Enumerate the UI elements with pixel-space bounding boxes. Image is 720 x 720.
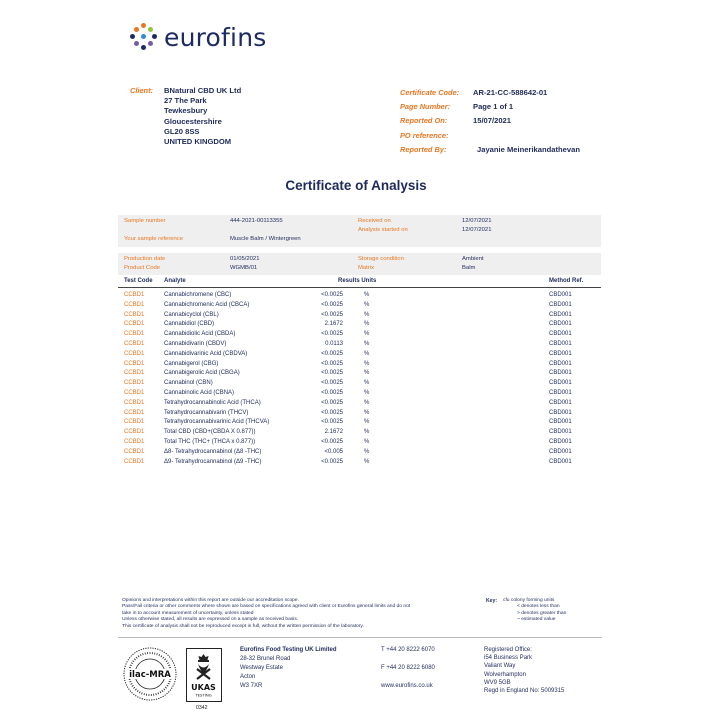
- company-address-line: W3 7XR: [240, 683, 263, 689]
- result-cell: 0.0113: [325, 340, 343, 347]
- fax: F +44 20 8222 6080: [381, 665, 435, 671]
- company-address: [240, 646, 337, 691]
- product-code-label: Product Code: [124, 265, 161, 271]
- method-cell: CBD001: [549, 448, 572, 455]
- method-cell: CBD001: [549, 419, 572, 426]
- table-row: [118, 351, 601, 361]
- ukas-text: UKAS: [191, 683, 216, 692]
- unit-cell: %: [364, 409, 370, 416]
- analyte-cell: Total THC (THC+ (THCA x 0.877)): [164, 438, 256, 445]
- table-row: [118, 459, 601, 469]
- sample-info-box: [118, 215, 601, 275]
- result-cell: <0.0025: [321, 360, 343, 367]
- phone: T +44 20 8222 6070: [381, 647, 435, 653]
- analyte-cell: Tetrahydrocannabinolic Acid (THCA): [164, 399, 261, 406]
- analyte-cell: Δ8- Tetrahydrocannabinol (Δ8 -THC): [164, 448, 262, 455]
- test-code-cell: CCBD1: [124, 458, 145, 465]
- table-row: [118, 380, 601, 390]
- table-row: [118, 390, 601, 400]
- client-address-line: 27 The Park: [164, 96, 207, 106]
- unit-cell: %: [364, 360, 370, 367]
- result-cell: <0.0025: [321, 370, 343, 377]
- header-test-code: Test Code: [124, 278, 153, 284]
- result-cell: <0.0025: [321, 292, 343, 298]
- method-cell: CBD001: [549, 370, 572, 377]
- test-code-cell: CCBD1: [124, 409, 145, 416]
- footer-note: Opinions and interpretations within this report are outside our accreditation scope.: [122, 598, 299, 603]
- info-divider: [118, 247, 601, 253]
- page-number: Page 1 of 1: [473, 102, 514, 112]
- received-on-label: Received on: [358, 218, 391, 224]
- analyte-cell: Cannabinol (CBN): [164, 380, 213, 387]
- registered-office-line: Regd in England No: 5009315: [484, 688, 565, 695]
- test-code-cell: CCBD1: [124, 389, 145, 396]
- table-row: [118, 439, 601, 449]
- ilac-mra-logo-icon: [122, 646, 178, 702]
- sample-number: 444-2021-00113355: [230, 218, 283, 224]
- method-cell: CBD001: [549, 311, 572, 318]
- logo-text: eurofins: [164, 22, 267, 52]
- result-cell: <0.0025: [321, 419, 343, 426]
- info-row: [118, 255, 601, 264]
- company-address-line: Westway Estate: [240, 665, 283, 671]
- test-code-cell: CCBD1: [124, 321, 145, 328]
- table-row: [118, 292, 601, 302]
- test-code-cell: CCBD1: [124, 360, 145, 367]
- table-row: [118, 361, 601, 371]
- table-row: [118, 370, 601, 380]
- result-cell: <0.005: [324, 448, 343, 455]
- method-cell: CBD001: [549, 331, 572, 338]
- method-cell: CBD001: [549, 360, 572, 367]
- your-reference-label: Your sample reference: [124, 236, 184, 242]
- test-code-cell: CCBD1: [124, 399, 145, 406]
- result-cell: <0.0025: [321, 380, 343, 387]
- result-cell: <0.0025: [321, 350, 343, 357]
- unit-cell: %: [364, 301, 370, 308]
- analyte-cell: Cannabigerolic Acid (CBGA): [164, 370, 240, 377]
- page-number-label: Page Number:: [400, 102, 451, 112]
- unit-cell: %: [364, 458, 370, 465]
- matrix: Balm: [462, 265, 476, 271]
- registered-office-line: WV9 5GB: [484, 679, 511, 686]
- matrix-label: Matrix: [358, 265, 375, 271]
- info-row: [118, 217, 601, 226]
- unit-cell: %: [364, 370, 370, 377]
- header-method: Method Ref.: [549, 278, 584, 284]
- unit-cell: %: [364, 311, 370, 318]
- page-title: Certificate of Analysis: [285, 178, 427, 193]
- method-cell: CBD001: [549, 350, 572, 357]
- result-cell: <0.0025: [321, 438, 343, 445]
- unit-cell: %: [364, 448, 370, 455]
- your-reference: Muscle Balm / Wintergreen: [230, 236, 301, 242]
- table-row: [118, 321, 601, 331]
- received-on: 12/07/2021: [462, 218, 492, 224]
- test-code-cell: CCBD1: [124, 380, 145, 387]
- results-table-header: [118, 277, 601, 288]
- registered-office-line: Valiant Way: [484, 663, 516, 670]
- method-cell: CBD001: [549, 399, 572, 406]
- analyte-cell: Cannabidivarinic Acid (CBDVA): [164, 350, 248, 357]
- ukas-testing-logo-icon: [186, 648, 222, 702]
- registered-office: [484, 646, 564, 695]
- test-code-cell: CCBD1: [124, 419, 145, 426]
- method-cell: CBD001: [549, 340, 572, 347]
- unit-cell: %: [364, 429, 370, 436]
- table-row: [118, 429, 601, 439]
- analyte-cell: Tetrahydrocannabivarin (THCV): [164, 409, 249, 416]
- analysis-started-label: Analysis started on: [358, 227, 408, 233]
- analysis-started: 12/07/2021: [462, 227, 492, 233]
- storage-label: Storage condition: [358, 256, 404, 262]
- result-cell: <0.0025: [321, 399, 343, 406]
- test-code-cell: CCBD1: [124, 448, 145, 455]
- table-row: [118, 419, 601, 429]
- method-cell: CBD001: [549, 321, 572, 328]
- test-code-cell: CCBD1: [124, 331, 145, 338]
- header-results-units: Results Units: [338, 278, 377, 284]
- product-code: WGMB/01: [230, 265, 258, 271]
- result-cell: <0.0025: [321, 311, 343, 318]
- eurofins-logo: [130, 20, 266, 54]
- key-item: ~ estimated value: [517, 617, 556, 623]
- method-cell: CBD001: [549, 438, 572, 445]
- unit-cell: %: [364, 380, 370, 387]
- reported-by-label: Reported By:: [400, 144, 447, 154]
- ukas-sub-text: TESTING: [195, 692, 212, 698]
- analyte-cell: Cannabidivarin (CBDV): [164, 340, 227, 347]
- test-code-cell: CCBD1: [124, 350, 145, 357]
- unit-cell: %: [364, 350, 370, 357]
- analyte-cell: Total CBD (CBD+(CBDA X 0.877)): [164, 429, 256, 436]
- analyte-cell: Cannabinolic Acid (CBNA): [164, 389, 235, 396]
- info-row: [118, 235, 601, 247]
- table-row: [118, 302, 601, 312]
- method-cell: CBD001: [549, 429, 572, 436]
- test-code-cell: CCBD1: [124, 340, 145, 347]
- unit-cell: %: [364, 419, 370, 426]
- test-code-cell: CCBD1: [124, 311, 145, 318]
- analyte-cell: Cannabidiol (CBD): [164, 321, 215, 328]
- analyte-cell: Δ9- Tetrahydrocannabinol (Δ9 -THC): [164, 458, 262, 465]
- ilac-mra-text: ilac-MRA: [129, 670, 171, 680]
- table-row: [118, 331, 601, 341]
- storage: Ambient: [462, 256, 484, 262]
- result-cell: <0.0025: [321, 331, 343, 338]
- table-row: [118, 449, 601, 459]
- test-code-cell: CCBD1: [124, 438, 145, 445]
- analyte-cell: Tetrahydrocannabivarinic Acid (THCVA): [164, 419, 270, 426]
- footer-note: This certificate of analysis shall not be reproduced except in full, without the written permission of the laboratory.: [122, 623, 364, 629]
- footer-note: Unless otherwise stated, all results are expressed on a sample as received basis.: [122, 617, 299, 623]
- result-cell: 2.1672: [324, 321, 343, 328]
- registered-office-line: Registered Office:: [484, 647, 532, 653]
- key-item: > denotes greater than: [517, 610, 567, 616]
- method-cell: CBD001: [549, 292, 572, 298]
- test-code-cell: CCBD1: [124, 429, 145, 436]
- client-address-line: Tewkesbury: [164, 106, 208, 116]
- results-table: [118, 292, 601, 468]
- method-cell: CBD001: [549, 380, 572, 387]
- certificate-code: AR-21-CC-588642-01: [473, 88, 548, 97]
- test-code-cell: CCBD1: [124, 301, 145, 308]
- meta-values: [473, 86, 580, 157]
- reported-by: Jayanie Meinerikandathevan: [477, 144, 580, 154]
- method-cell: CBD001: [549, 409, 572, 416]
- info-row: [118, 226, 601, 235]
- method-cell: CBD001: [549, 389, 572, 396]
- footer-divider: [118, 637, 602, 638]
- analyte-cell: Cannabicyclol (CBL): [164, 311, 219, 318]
- company-address-line: Acton: [240, 674, 256, 680]
- analyte-cell: Cannabichromene (CBC): [164, 292, 232, 298]
- analyte-cell: Cannabigerol (CBG): [164, 360, 219, 367]
- result-cell: <0.0025: [321, 389, 343, 396]
- sample-number-label: Sample number: [124, 218, 166, 224]
- meta-labels: [400, 86, 459, 157]
- production-date: 01/05/2021: [230, 256, 260, 262]
- client-address-line: UNITED KINGDOM: [164, 137, 232, 147]
- result-cell: <0.0025: [321, 409, 343, 416]
- po-reference: [473, 129, 580, 143]
- result-cell: 2.1672: [324, 429, 343, 436]
- footer-note: Pass/Fail criteria or other comments where shown are based on specifications agreed with client or Eurofins general limits and do not: [122, 604, 411, 610]
- unit-cell: %: [364, 321, 370, 328]
- registered-office-line: Wolverhampton: [484, 671, 526, 678]
- header-analyte: Analyte: [164, 278, 186, 284]
- unit-cell: %: [364, 331, 370, 338]
- result-cell: <0.0025: [321, 458, 343, 465]
- reported-on: 15/07/2021: [473, 116, 512, 126]
- key-label: Key:: [486, 598, 498, 604]
- client-label: Client:: [130, 86, 153, 95]
- method-cell: CBD001: [549, 301, 572, 308]
- key-item: cfu colony forming units: [503, 598, 555, 603]
- po-reference-label: PO reference:: [400, 130, 449, 140]
- method-cell: CBD001: [549, 458, 572, 465]
- table-row: [118, 341, 601, 351]
- info-row: [118, 264, 601, 275]
- unit-cell: %: [364, 292, 370, 298]
- analyte-cell: Cannabichromenic Acid (CBCA): [164, 301, 250, 308]
- company-contact: [381, 646, 435, 691]
- unit-cell: %: [364, 399, 370, 406]
- test-code-cell: CCBD1: [124, 370, 145, 377]
- unit-cell: %: [364, 389, 370, 396]
- result-cell: <0.0025: [321, 301, 343, 308]
- test-code-cell: CCBD1: [124, 292, 145, 298]
- website-link[interactable]: www.eurofins.co.uk: [381, 683, 433, 689]
- ukas-number: 0342: [196, 705, 208, 711]
- client-address-line: Gloucestershire: [164, 116, 222, 126]
- company-address-line: 28-32 Brunel Road: [240, 656, 291, 662]
- table-row: [118, 410, 601, 420]
- eurofins-dots-icon: [130, 23, 158, 51]
- key-item: < denotes less than: [517, 604, 560, 610]
- certificate-code-label: Certificate Code:: [400, 88, 460, 97]
- table-row: [118, 312, 601, 322]
- company-name: Eurofins Food Testing UK Limited: [240, 647, 337, 653]
- footer-note: take in to account measurement of uncertainty, unless stated: [122, 610, 254, 616]
- client-name: BNatural CBD UK Ltd: [164, 86, 242, 95]
- unit-cell: %: [364, 438, 370, 445]
- registered-office-line: i54 Business Park: [484, 655, 533, 662]
- client-address-line: GL20 8SS: [164, 126, 200, 136]
- analyte-cell: Cannabidiolic Acid (CBDA): [164, 331, 236, 338]
- unit-cell: %: [364, 340, 370, 347]
- production-date-label: Production date: [124, 256, 166, 262]
- client-address: [164, 86, 241, 147]
- footer-notes: [122, 598, 482, 630]
- table-row: [118, 400, 601, 410]
- reported-on-label: Reported On:: [400, 116, 448, 126]
- key-list: [503, 598, 566, 624]
